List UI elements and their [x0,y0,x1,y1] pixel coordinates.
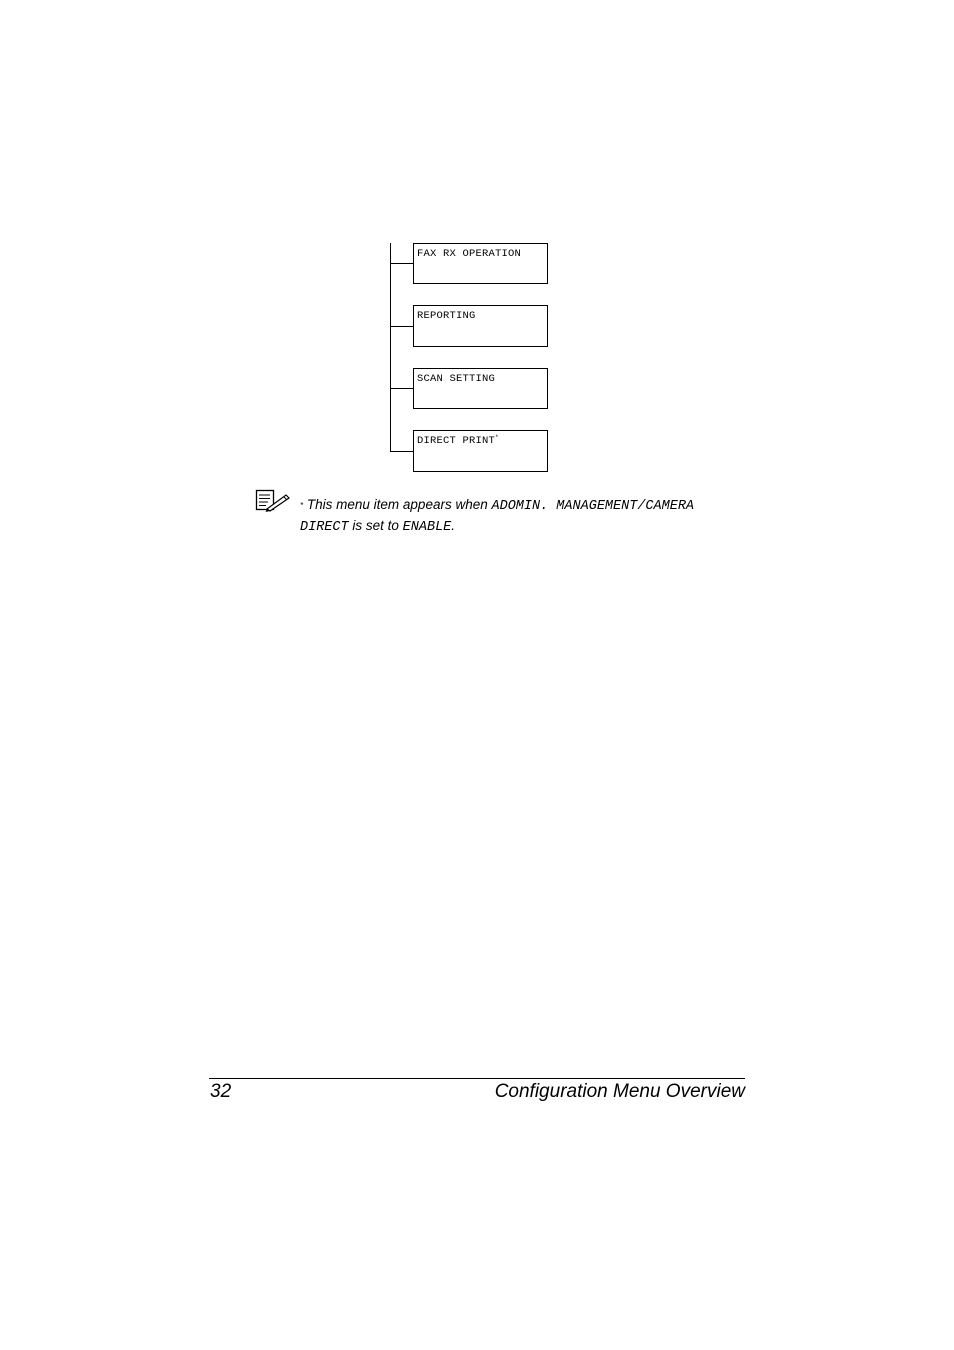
page-number: 32 [210,1081,232,1102]
note-text [300,495,750,537]
footnote-marker: * [300,501,304,510]
tree-branch-line [390,263,413,264]
tree-trunk-line [390,243,391,451]
note-code-path: ADOMIN. MANAGEMENT/CAMERA DIRECT [300,499,695,535]
note-pencil-icon [255,489,291,513]
menu-item-label [417,435,499,447]
note-text-middle: is set to [352,518,399,533]
tree-branch-line [390,388,413,389]
footer-title: Configuration Menu Overview [494,1081,745,1102]
menu-item-label-text: DIRECT PRINT [417,435,496,447]
footnote-marker: * [495,434,499,441]
menu-item-reporting [413,305,548,347]
note-text-after: . [451,518,456,533]
menu-item-direct-print [413,430,548,472]
footer-rule [209,1078,745,1079]
menu-item-label: SCAN SETTING [417,373,496,385]
tree-branch-line [390,451,413,452]
note-text-before: This menu item appears when [306,497,488,512]
tree-branch-line [390,326,413,327]
note-code-value: ENABLE [402,520,452,535]
menu-item-fax-rx-operation [413,243,548,284]
menu-item-scan-setting [413,368,548,409]
menu-item-label: FAX RX OPERATION [417,248,522,260]
menu-item-label: REPORTING [417,310,476,322]
